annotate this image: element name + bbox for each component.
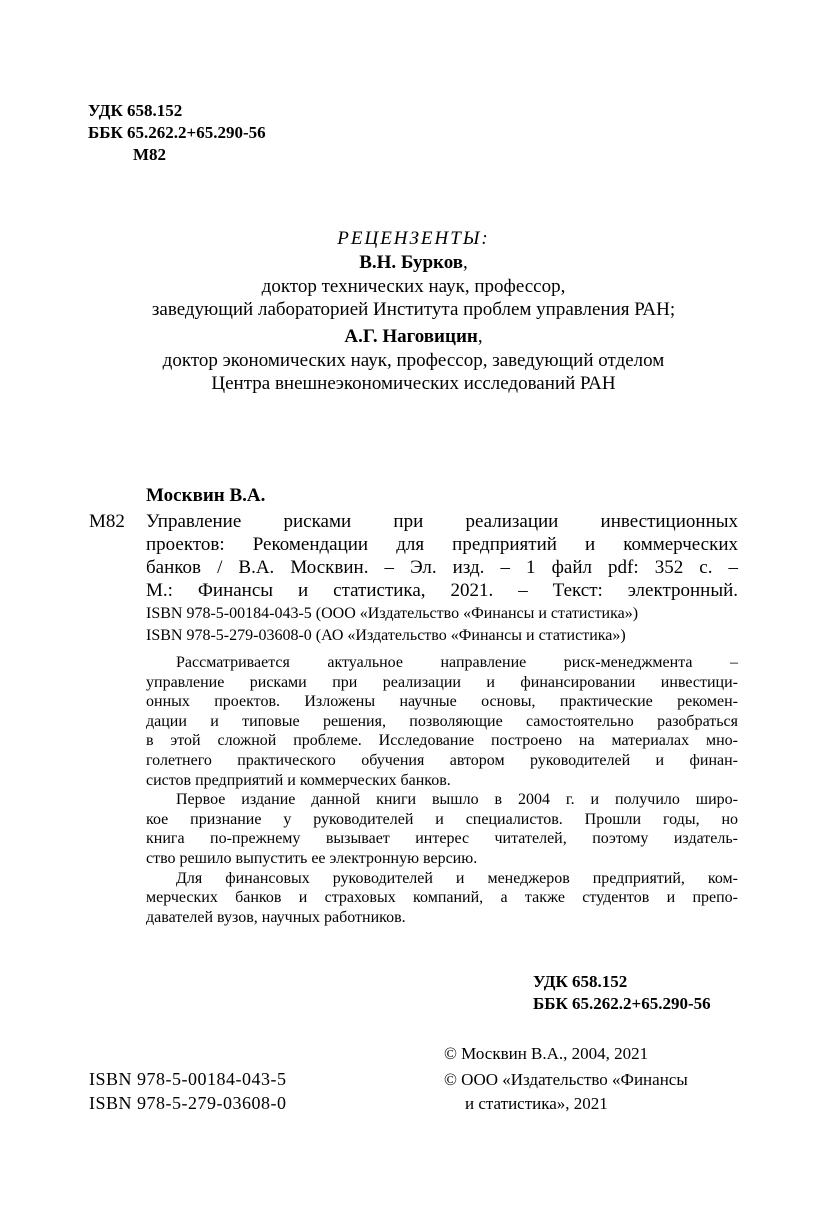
annotation-line: дации и типовые решения, позволяющие самостоятельно разобраться bbox=[146, 712, 738, 730]
annotation-line: систов предприятий и коммерческих банков. bbox=[146, 771, 451, 789]
isbn-bottom-1: ISBN 978-5-00184-043-5 bbox=[89, 1069, 287, 1089]
udk-top: УДК 658.152 bbox=[88, 101, 183, 120]
annotation-line: голетнего практического обучения автором руководителей и финан- bbox=[146, 751, 738, 769]
annotation-line: книга по-прежнему вызывает интерес читателей, поэтому издатель- bbox=[146, 830, 738, 848]
bib-title-line: проектов: Рекомендации для предприятий и коммерческих bbox=[146, 534, 738, 555]
annotation-line: кое признание у руководителей и специалистов. Прошли годы, но bbox=[146, 810, 738, 828]
copyright-publisher: © ООО «Издательство «Финансы bbox=[444, 1070, 688, 1089]
reviewer-2-name: А.Г. Наговицин, bbox=[344, 326, 483, 347]
annotation-line: Рассматривается актуальное направление риск-менеджмента – bbox=[176, 654, 738, 671]
udk-bottom: УДК 658.152 bbox=[533, 972, 628, 991]
bib-title-block bbox=[146, 510, 738, 602]
annotation-line: управление рисками при реализации и финансировании инвестици- bbox=[146, 673, 738, 691]
annotation bbox=[146, 653, 738, 927]
annotation-line: онных проектов. Изложены научные основы, практические рекомен- bbox=[146, 693, 738, 711]
copyright-author: © Москвин В.А., 2004, 2021 bbox=[444, 1044, 649, 1063]
bib-title-line: Управление рисками при реализации инвестиционных bbox=[146, 511, 738, 532]
reviewer-1-position: заведующий лабораторией Института проблем управления РАН; bbox=[151, 299, 676, 320]
bib-author: Москвин В.А. bbox=[146, 485, 266, 506]
bib-isbn-1: ISBN 978-5-00184-043-5 (ООО «Издательство «Финансы и статистика») bbox=[146, 605, 639, 622]
reviewer-2-title: доктор экономических наук, профессор, заведующий отделом bbox=[162, 350, 665, 371]
bbk-top: ББК 65.262.2+65.290-56 bbox=[88, 123, 266, 142]
annotation-line: ство решило выпустить ее электронную версию. bbox=[146, 849, 478, 867]
annotation-line: давателей вузов, научных работников. bbox=[146, 908, 406, 926]
bib-title-line: М.: Финансы и статистика, 2021. – Текст: электронный. bbox=[146, 580, 738, 601]
annotation-line: Для финансовых руководителей и менеджеров предприятий, ком- bbox=[176, 869, 738, 887]
author-code-top: М82 bbox=[133, 145, 167, 164]
annotation-line: в этой сложной проблеме. Исследование построено на материалах мно- bbox=[146, 732, 738, 750]
bib-title-line: банков / В.А. Москвин. – Эл. изд. – 1 файл pdf: 352 с. – bbox=[146, 557, 738, 578]
bib-code: М82 bbox=[89, 511, 125, 532]
reviewer-1-title: доктор технических наук, профессор, bbox=[261, 276, 566, 297]
bib-isbn-2: ISBN 978-5-279-03608-0 (АО «Издательство «Финансы и статистика») bbox=[146, 627, 626, 644]
isbn-bottom-2: ISBN 978-5-279-03608-0 bbox=[89, 1093, 287, 1113]
reviewers-heading: РЕЦЕНЗЕНТЫ: bbox=[337, 228, 490, 249]
copyright-publisher-cont: и статистика», 2021 bbox=[465, 1094, 608, 1113]
annotation-line: Первое издание данной книги вышло в 2004 г. и получило широ- bbox=[176, 791, 738, 809]
bbk-bottom: ББК 65.262.2+65.290-56 bbox=[533, 994, 711, 1013]
reviewer-2-position: Центра внешнеэкономических исследований РАН bbox=[211, 373, 616, 394]
annotation-line: мерческих банков и страховых компаний, а также студентов и препо- bbox=[146, 889, 738, 907]
reviewer-1-name: В.Н. Бурков, bbox=[359, 252, 468, 273]
